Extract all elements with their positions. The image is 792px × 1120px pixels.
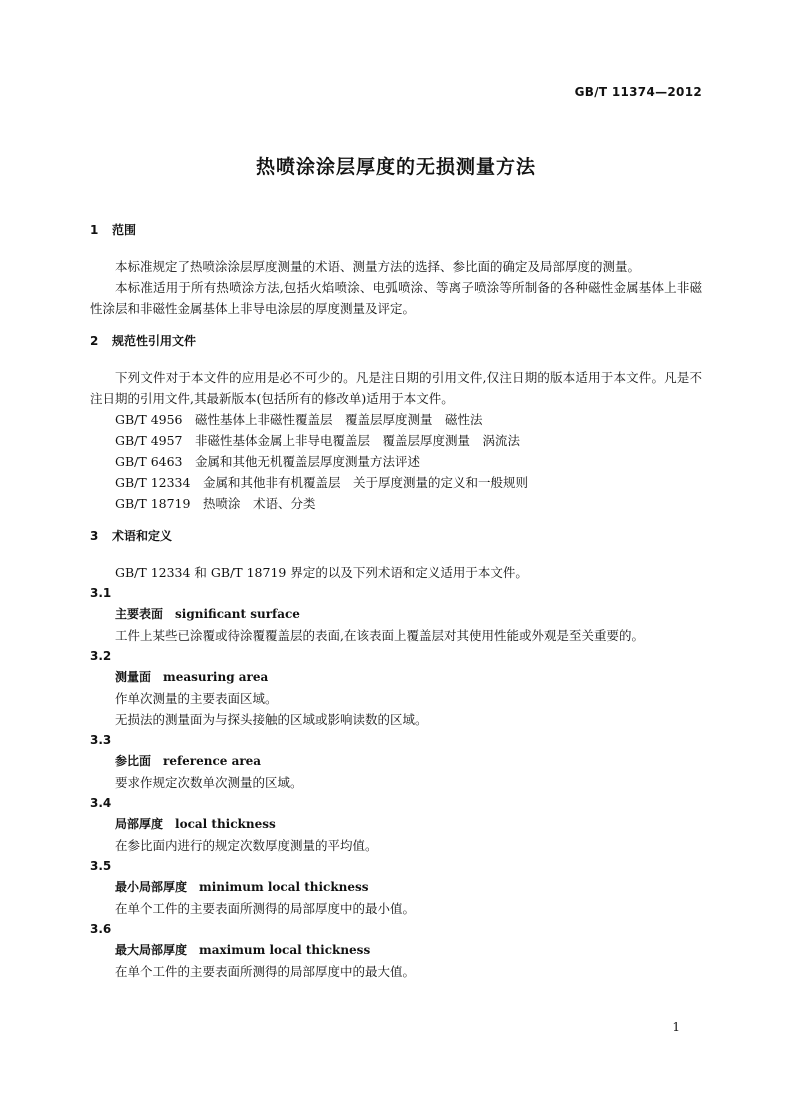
term-number: 3.4 — [90, 796, 112, 810]
term-entry — [90, 730, 702, 793]
term-number: 3.2 — [90, 649, 112, 663]
term-name-en: measuring area — [163, 670, 269, 684]
reference-item: GB/T 12334 金属和其他非有机覆盖层 关于厚度测量的定义和一般规则 — [115, 475, 528, 490]
term-definition: 无损法的测量面为与探头接触的区域或影响读数的区域。 — [115, 712, 428, 727]
term-name — [90, 667, 702, 688]
terms-intro: GB/T 12334 和 GB/T 18719 界定的以及下列术语和定义适用于本文件。 — [115, 565, 528, 580]
scope-paragraph: 本标准适用于所有热喷涂方法,包括火焰喷涂、电弧喷涂、等离子喷涂等所制备的各种磁性金属基体上非磁性涂层和非磁性金属基体上非导电涂层的厚度测量及评定。 — [90, 280, 702, 316]
term-definition: 在单个工件的主要表面所测得的局部厚度中的最大值。 — [115, 964, 416, 979]
section-heading-scope — [90, 220, 702, 241]
reference-item: GB/T 6463 金属和其他无机覆盖层厚度测量方法评述 — [115, 454, 421, 469]
term-entry — [90, 583, 702, 646]
term-definition: 要求作规定次数单次测量的区域。 — [115, 775, 303, 790]
term-number: 3.1 — [90, 586, 112, 600]
term-name-zh: 最大局部厚度 — [115, 943, 188, 957]
term-name — [90, 940, 702, 961]
term-name — [90, 814, 702, 835]
reference-item: GB/T 4956 磁性基体上非磁性覆盖层 覆盖层厚度测量 磁性法 — [115, 412, 483, 427]
term-name — [90, 877, 702, 898]
term-name-zh: 测量面 — [115, 670, 152, 684]
term-number: 3.3 — [90, 733, 112, 747]
term-name — [90, 751, 702, 772]
term-definition: 工件上某些已涂覆或待涂覆覆盖层的表面,在该表面上覆盖层对其使用性能或外观是至关重要的。 — [115, 628, 644, 643]
reference-item: GB/T 18719 热喷涂 术语、分类 — [115, 496, 316, 511]
term-name-en: significant surface — [175, 607, 300, 621]
term-name-zh: 局部厚度 — [115, 817, 164, 831]
section-heading-normative — [90, 331, 702, 352]
term-number: 3.6 — [90, 922, 112, 936]
reference-item: GB/T 4957 非磁性基体金属上非导电覆盖层 覆盖层厚度测量 涡流法 — [115, 433, 521, 448]
section-number: 1 — [90, 223, 99, 237]
term-entry — [90, 793, 702, 856]
section-number: 2 — [90, 334, 99, 348]
term-entry — [90, 919, 702, 982]
term-name-zh: 主要表面 — [115, 607, 164, 621]
term-entry — [90, 646, 702, 730]
term-entry — [90, 856, 702, 919]
term-name — [90, 604, 702, 625]
section-title: 范围 — [112, 223, 137, 237]
term-definition: 在单个工件的主要表面所测得的局部厚度中的最小值。 — [115, 901, 416, 916]
normative-intro: 下列文件对于本文件的应用是必不可少的。凡是注日期的引用文件,仅注日期的版本适用于本文件。凡是不注日期的引用文件,其最新版本(包括所有的修改单)适用于本文件。 — [90, 370, 702, 406]
page-number: 1 — [672, 1020, 680, 1034]
section-title: 术语和定义 — [112, 529, 173, 543]
term-name-en: reference area — [163, 754, 262, 768]
term-number: 3.5 — [90, 859, 112, 873]
term-name-en: local thickness — [175, 817, 276, 831]
term-definition: 作单次测量的主要表面区域。 — [115, 691, 278, 706]
term-name-en: minimum local thickness — [199, 880, 369, 894]
document-body — [90, 220, 702, 982]
scope-paragraph: 本标准规定了热喷涂涂层厚度测量的术语、测量方法的选择、参比面的确定及局部厚度的测量。 — [115, 259, 641, 274]
term-name-zh: 最小局部厚度 — [115, 880, 188, 894]
section-heading-terms — [90, 526, 702, 547]
section-title: 规范性引用文件 — [112, 334, 197, 348]
term-name-en: maximum local thickness — [199, 943, 371, 957]
term-name-zh: 参比面 — [115, 754, 152, 768]
term-definition: 在参比面内进行的规定次数厚度测量的平均值。 — [115, 838, 378, 853]
section-number: 3 — [90, 529, 99, 543]
document-title: 热喷涂涂层厚度的无损测量方法 — [255, 156, 536, 178]
standard-code: GB/T 11374—2012 — [574, 85, 702, 99]
